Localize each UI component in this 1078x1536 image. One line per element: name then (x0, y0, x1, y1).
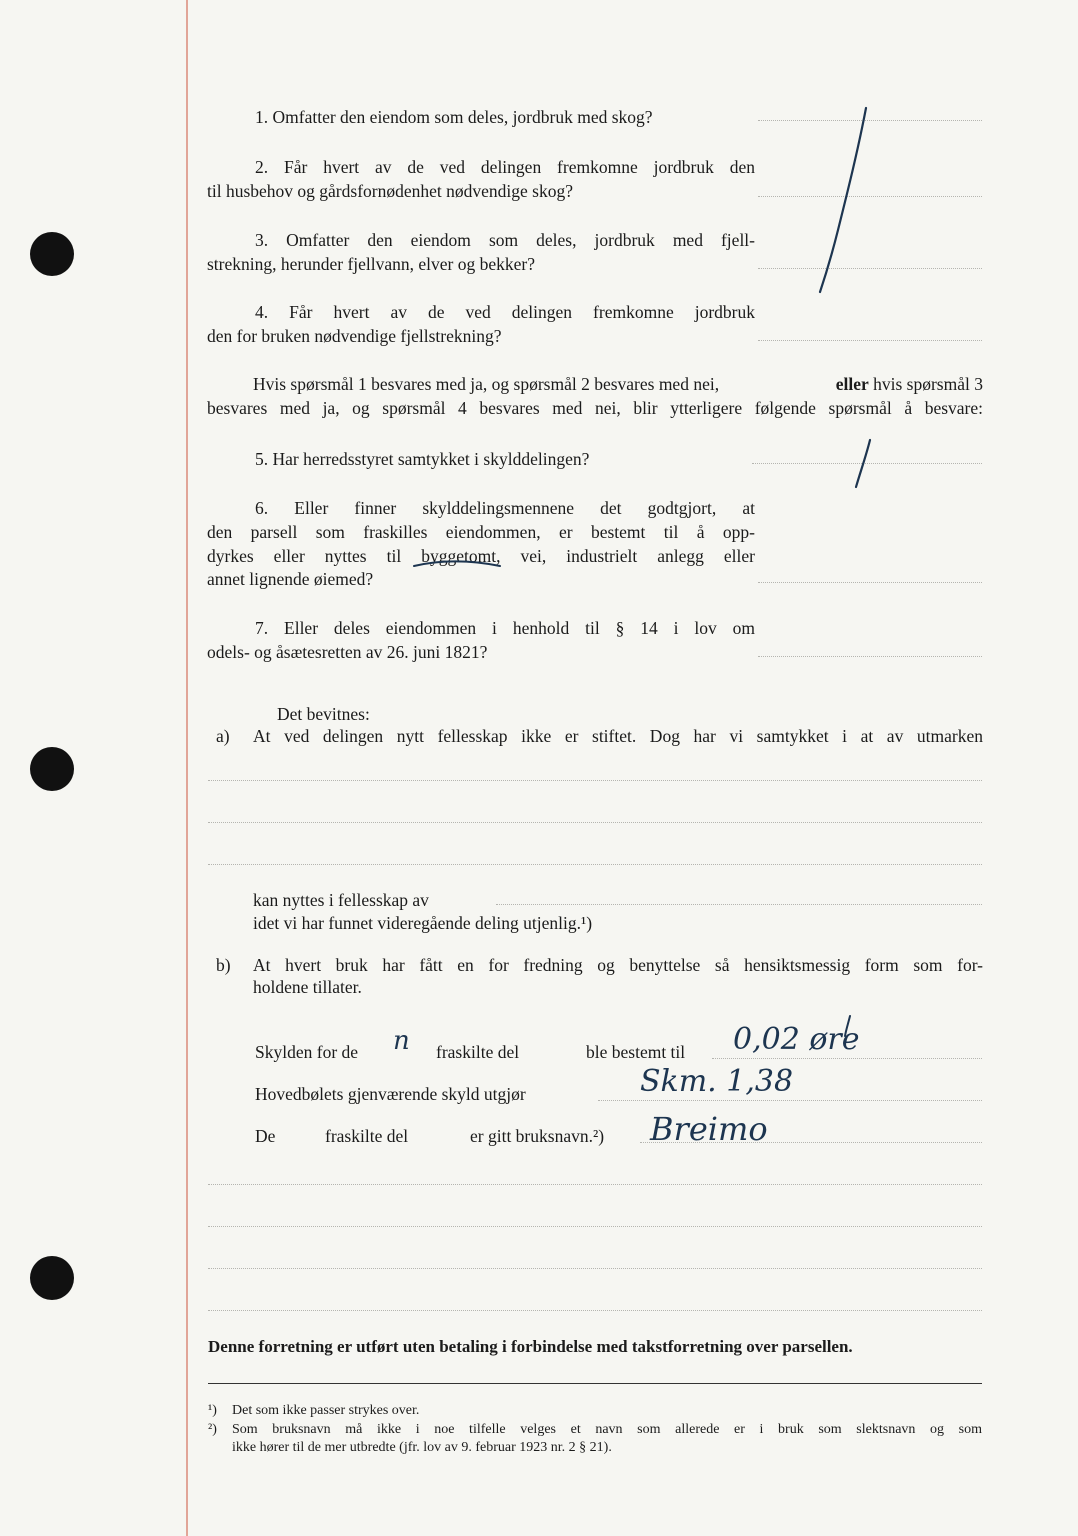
skyld-label-a: Skylden for de (255, 1042, 359, 1062)
bruk-value: Breimo (650, 1110, 768, 1148)
condition-text-a: Hvis spørsmål 1 besvares med ja, og spørsmål 2 besvares med nei, (253, 374, 720, 394)
skyld-handwritten-n: n (393, 1026, 410, 1056)
condition-text-c: hvis spørsmål 3 (873, 374, 983, 394)
footnote-2-line1: Som bruksnavn må ikke i noe tilfelle velges et navn som allerede er i bruk som slektsnavn og som (232, 1422, 982, 1437)
question-2-line2: til husbehov og gårdsfornødenhet nødvendige skog? (207, 181, 573, 201)
question-1: 1. Omfatter den eiendom som deles, jordbruk med skog? (255, 107, 653, 127)
underline-byggetomt (414, 562, 500, 567)
question-6-line2: den parsell som fraskilles eiendommen, er bestemt til å opp- (207, 522, 755, 542)
question-6-line1: 6. Eller finner skylddelingsmennene det godtgjort, at (255, 498, 755, 518)
bruk-label-a: De (255, 1126, 276, 1146)
hoved-value: Skm. 1,38 (640, 1064, 794, 1099)
closing-statement: Denne forretning er utført uten betaling i forbindelse med takstforretning over parsellen. (208, 1337, 853, 1356)
footnote-2-line2: ikke hører til de mer utbredte (jfr. lov av 9. februar 1923 nr. 2 § 21). (232, 1440, 612, 1455)
accent-stroke (845, 1016, 850, 1036)
skyld-label-c: ble bestemt til (586, 1042, 686, 1062)
bruk-label-b: fraskilte del (325, 1126, 409, 1146)
question-3-line2: strekning, herunder fjellvann, elver og bekker? (207, 254, 535, 274)
bruk-label-c: er gitt bruksnavn.²) (470, 1126, 605, 1146)
footnote-2-mark: ²) (208, 1422, 217, 1437)
question-6-line4: annet lignende øiemed? (207, 569, 374, 589)
attest-a-label: a) (216, 726, 230, 746)
check-stroke-q5 (856, 440, 870, 487)
skyld-label-b: fraskilte del (436, 1042, 520, 1062)
attest-heading: Det bevitnes: (277, 704, 370, 724)
footnote-1: Det som ikke passer strykes over. (232, 1403, 420, 1418)
question-7-line2: odels- og åsætesretten av 26. juni 1821? (207, 642, 488, 662)
question-4-line1: 4. Får hvert av de ved delingen fremkomne jordbruk (255, 302, 755, 322)
attest-b-label: b) (216, 955, 231, 975)
condition-eller: eller (835, 374, 869, 394)
question-7-line1: 7. Eller deles eiendommen i henhold til § 14 i lov om (255, 618, 755, 638)
footnote-1-mark: ¹) (208, 1403, 217, 1418)
attest-b-line1: At hvert bruk har fått en for fredning og benyttelse så hensiktsmessig form som for- (253, 955, 983, 975)
question-6-line3: dyrkes eller nyttes til byggetomt, vei, industrielt anlegg eller (207, 546, 755, 566)
question-4-line2: den for bruken nødvendige fjellstrekning? (207, 326, 502, 346)
attest-a-text: At ved delingen nytt fellesskap ikke er stiftet. Dog har vi samtykket i at av utmarken (253, 726, 983, 746)
hoved-label: Hovedbølets gjenværende skyld utgjør (255, 1084, 526, 1104)
question-5: 5. Har herredsstyret samtykket i skylddelingen? (255, 449, 590, 469)
check-stroke-q1-q4 (820, 108, 866, 292)
skyld-value: 0,02 øre (733, 1022, 860, 1057)
attest-a-cont1: kan nyttes i fellesskap av (253, 890, 429, 910)
question-2-line1: 2. Får hvert av de ved delingen fremkomne jordbruk den (255, 157, 755, 177)
condition-line2: besvares med ja, og spørsmål 4 besvares med nei, blir ytterligere følgende spørsmål å besvare: (207, 398, 983, 418)
question-3-line1: 3. Omfatter den eiendom som deles, jordbruk med fjell- (255, 230, 755, 250)
attest-a-cont2: idet vi har funnet videregående deling utjenlig.¹) (253, 913, 593, 933)
attest-b-line2: holdene tillater. (253, 977, 362, 997)
